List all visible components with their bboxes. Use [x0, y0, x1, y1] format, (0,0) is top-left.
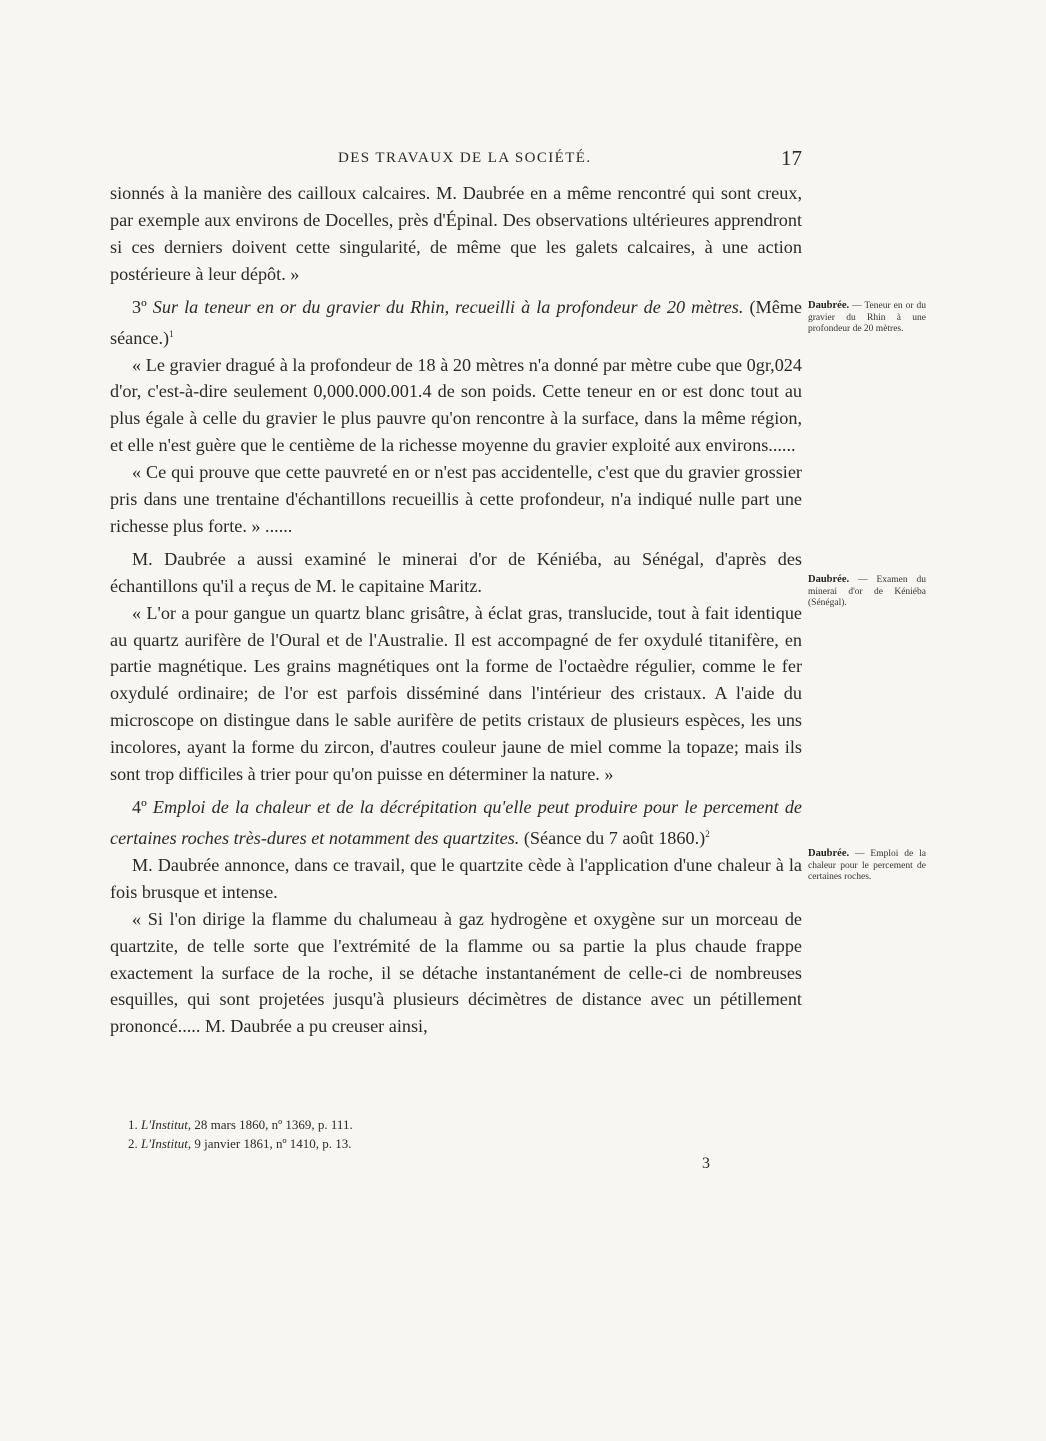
footnote-source: L'Institut,: [141, 1136, 192, 1151]
margin-note: [808, 300, 926, 336]
section-3-heading: [110, 294, 802, 352]
footnote-source: L'Institut,: [141, 1117, 192, 1132]
page-number: 17: [781, 146, 802, 170]
quote-paragraph: « L'or a pour gangue un quartz blanc grisâtre, à éclat gras, translucide, tout à fait identique au quartz aurifère de l'Oural et de l'Australie. Il est accompagné de fer oxydulé titanifère, en partie magnétique. Les grains magnétiques ont la forme de l'octaèdre régulier, comme le fer oxydulé ordinaire; de l'or est parfois disséminé dans l'intérieur des cristaux. A l'aide du microscope on distingue dans le sable aurifère de petits cristaux de plusieurs espèces, les uns incolores, ayant la forme du zircon, d'autres couleur jaune de miel comme la topaze; mais ils sont trop difficiles à trier pour qu'on puisse en déterminer la nature. »: [110, 602, 802, 785]
quote-paragraph: « Si l'on dirige la flamme du chalumeau à gaz hydrogène et oxygène sur un morceau de quartzite, de telle sorte que l'extrémité de la flamme ou sa partie la plus chaude frappe exactement la surface de la roche, il se détache instantanément de celle-ci de nombreuses esquilles, qui sont projetées jusqu'à plusieurs décimètres de distance avec un pétillement prononcé..... M. Daubrée a pu creuser ainsi,: [110, 908, 802, 1037]
session-date: (Séance du 7 août 1860.): [523, 827, 706, 848]
margin-note: [808, 574, 926, 610]
section-title: Emploi de la chaleur et de la décrépitation qu'elle peut produire pour le percement de certaines roches très-dures et notamment des quartzites.: [110, 797, 802, 848]
margin-note-author: Daubrée.: [808, 300, 850, 311]
margin-note: [808, 848, 926, 884]
margin-note-author: Daubrée.: [808, 574, 850, 585]
quote-paragraph: « Le gravier dragué à la profondeur de 18 à 20 mètres n'a donné par mètre cube que 0gr,024 d'or, c'est-à-dire seulement 0,000.000.001.4 de son poids. Cette teneur en or est donc tout au plus égale à celle du gravier le plus pauvre qu'on rencontre à la surface, dans la même région, et elle n'est guère que le centième de la richesse moyenne du gravier exploité aux environs......: [110, 354, 802, 456]
paragraph: M. Daubrée annonce, dans ce travail, que le quartzite cède à l'application d'une chaleur à la fois brusque et intense.: [110, 854, 802, 902]
margin-note-text: — Examen du minerai d'or de Kéniéba (Sénégal).: [808, 575, 926, 608]
section-4-heading: [110, 794, 802, 852]
section-number: 4º: [132, 797, 147, 817]
section-title: Sur la teneur en or du gravier du Rhin, recueilli à la profondeur de 20 mètres.: [152, 296, 744, 317]
section-number: 3º: [132, 296, 147, 317]
margin-note-text: — Emploi de la chaleur pour le percement de certaines roches.: [808, 849, 927, 882]
footnote: 1. L'Institut, 28 mars 1860, nº 1369, p. 111.: [128, 1117, 353, 1132]
margin-note-text: — Teneur en or du gravier du Rhin à une profondeur de 20 mètres.: [808, 301, 926, 334]
footnote-ref: 1: [169, 328, 174, 339]
footnote: 2. L'Institut, 9 janvier 1861, nº 1410, p. 13.: [128, 1136, 352, 1151]
page-header: [110, 146, 802, 172]
signature-mark: 3: [702, 1155, 710, 1172]
running-title: DES TRAVAUX DE LA SOCIÉTÉ.: [338, 150, 592, 166]
footnote-details: 9 janvier 1861, nº 1410, p. 13.: [194, 1136, 352, 1151]
main-text: [110, 180, 802, 1040]
margin-note-author: Daubrée.: [808, 848, 850, 859]
paragraph: M. Daubrée a aussi examiné le minerai d'or de Kéniéba, au Sénégal, d'après des échantillons qu'il a reçus de M. le capitaine Maritz.: [110, 548, 802, 596]
footnote-ref: 2: [705, 828, 710, 839]
footnote-details: 28 mars 1860, nº 1369, p. 111.: [194, 1117, 353, 1132]
quote-paragraph: « Ce qui prouve que cette pauvreté en or n'est pas accidentelle, c'est que du gravier grossier pris dans une trentaine d'échantillons recueillis à cette profondeur, n'a indiqué nulle part une richesse plus forte. » ......: [110, 462, 802, 536]
session-date: (Même séance.): [110, 296, 803, 348]
footnotes: [128, 1115, 800, 1153]
paragraph-continuation: sionnés à la manière des cailloux calcaires. M. Daubrée en a même rencontré qui sont creux, par exemple aux environs de Docelles, près d'Épinal. Des observations ultérieures apprendront si ces derniers doivent cette singularité, de même que les galets calcaires, à une action postérieure à leur dépôt. »: [110, 183, 802, 284]
